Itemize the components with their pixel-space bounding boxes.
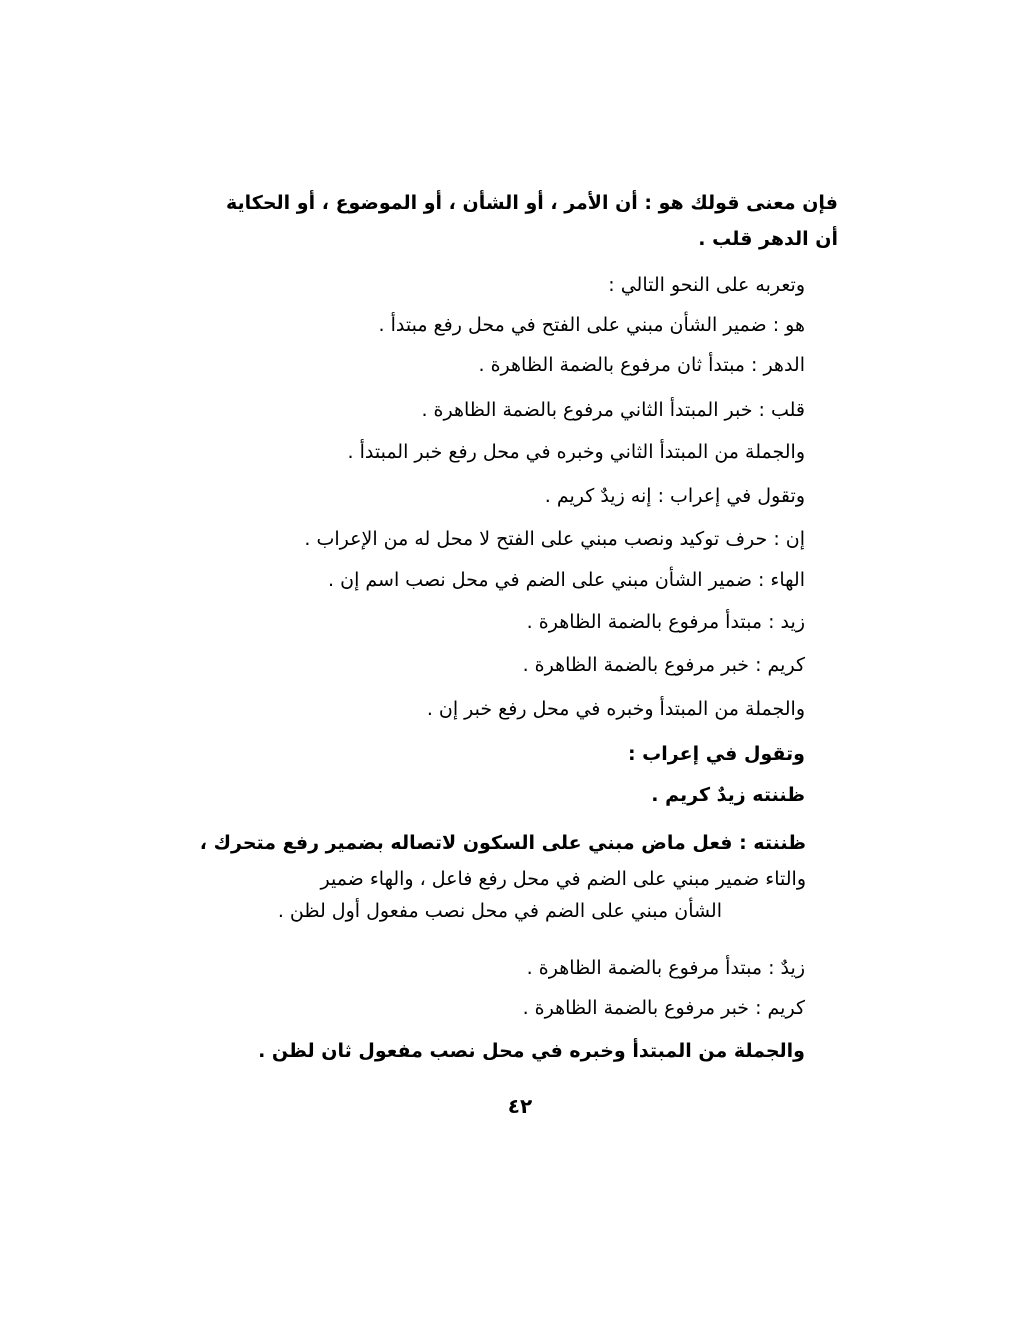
text-line: والجملة من المبتدأ وخبره في محل نصب مفعول ثان لظن . [258,1040,805,1062]
intro-line-1: فإن معنى قولك هو : أن الأمر ، أو الشأن ، أو الموضوع ، أو الحكاية [226,192,838,214]
page-number: ٤٢ [507,1094,533,1118]
text-line: زيدٌ : مبتدأ مرفوع بالضمة الظاهرة . [526,957,805,979]
zanantuhu-line-2: والتاء ضمير مبني على الضم في محل رفع فاعل ، والهاء ضمير [320,868,806,890]
text-line: الهاء : ضمير الشأن مبني على الضم في محل نصب اسم إن . [328,569,805,591]
text-line: كريم : خبر مرفوع بالضمة الظاهرة . [522,654,805,676]
text-line: هو : ضمير الشأن مبني على الفتح في محل رفع مبتدأ . [378,314,805,336]
zanantuhu-line-1: ظننته : فعل ماض مبني على السكون لاتصاله بضمير رفع متحرك ، [199,832,806,854]
text-line: ظننته زيدٌ كريم . [651,784,805,806]
zanantuhu-line-3: الشأن مبني على الضم في محل نصب مفعول أول لظن . [277,900,722,922]
text-line: قلب : خبر المبتدأ الثاني مرفوع بالضمة الظاهرة . [421,399,805,421]
text-line: والجملة من المبتدأ وخبره في محل رفع خبر إن . [426,698,805,720]
text-line: والجملة من المبتدأ الثاني وخبره في محل رفع خبر المبتدأ . [347,441,805,463]
text-line: زيد : مبتدأ مرفوع بالضمة الظاهرة . [526,611,805,633]
text-line: كريم : خبر مرفوع بالضمة الظاهرة . [522,997,805,1019]
text-line: وتقول في إعراب : [627,743,805,765]
text-line: الدهر : مبتدأ ثان مرفوع بالضمة الظاهرة . [478,354,805,376]
text-line: إن : حرف توكيد ونصب مبني على الفتح لا محل له من الإعراب . [304,528,805,550]
text-line: وتقول في إعراب : إنه زيدٌ كريم . [544,485,805,507]
intro-line-2: أن الدهر قلب . [698,228,838,250]
text-line: وتعربه على النحو التالي : [608,274,805,296]
